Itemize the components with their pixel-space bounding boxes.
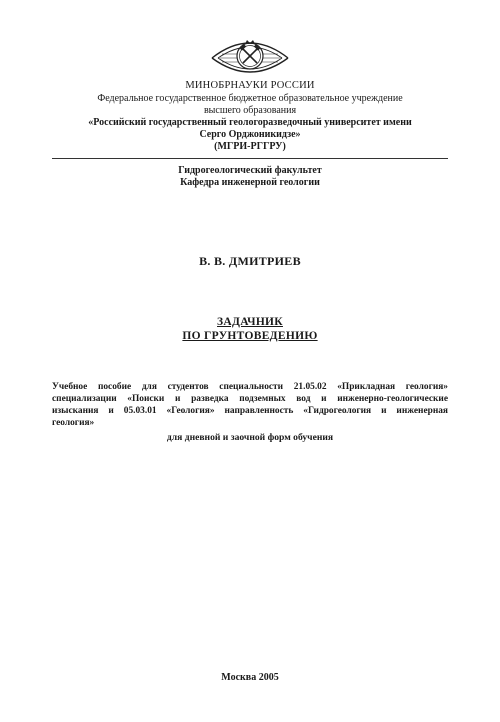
ministry-name: МИНОБРНАУКИ РОССИИ xyxy=(185,80,315,91)
university-name-line1: «Российский государственный геологоразведочный университет имени xyxy=(88,117,412,128)
document-title-line2: ПО ГРУНТОВЕДЕНИЮ xyxy=(182,330,318,342)
description-line: геология» xyxy=(52,418,95,428)
university-name-line2: Серго Орджоникидзе» xyxy=(199,129,301,140)
mining-university-emblem-icon xyxy=(208,34,292,78)
description-line: специализации «Поиски и разведка подземных вод и инженерно-геологические xyxy=(52,394,448,404)
document-description xyxy=(52,381,448,429)
description-line: Учебное пособие для студентов специальности 21.05.02 «Прикладная геология» xyxy=(52,382,448,392)
institution-type-line1: Федеральное государственное бюджетное образовательное учреждение xyxy=(97,93,403,104)
faculty-name: Гидрогеологический факультет xyxy=(178,165,322,176)
study-forms: для дневной и заочной форм обучения xyxy=(166,432,334,443)
publication-city-year: Москва 2005 xyxy=(221,672,279,683)
department-name: Кафедра инженерной геологии xyxy=(180,177,320,188)
description-line: изыскания и 05.03.01 «Геология» направленность «Гидрогеология и инженерная xyxy=(52,406,448,416)
header-divider xyxy=(52,158,448,159)
university-abbreviation: (МГРИ-РГГРУ) xyxy=(214,141,286,152)
document-title-line1: ЗАДАЧНИК xyxy=(217,316,283,328)
institution-type-line2: высшего образования xyxy=(203,105,297,116)
author-name: В. В. ДМИТРИЕВ xyxy=(199,254,301,268)
